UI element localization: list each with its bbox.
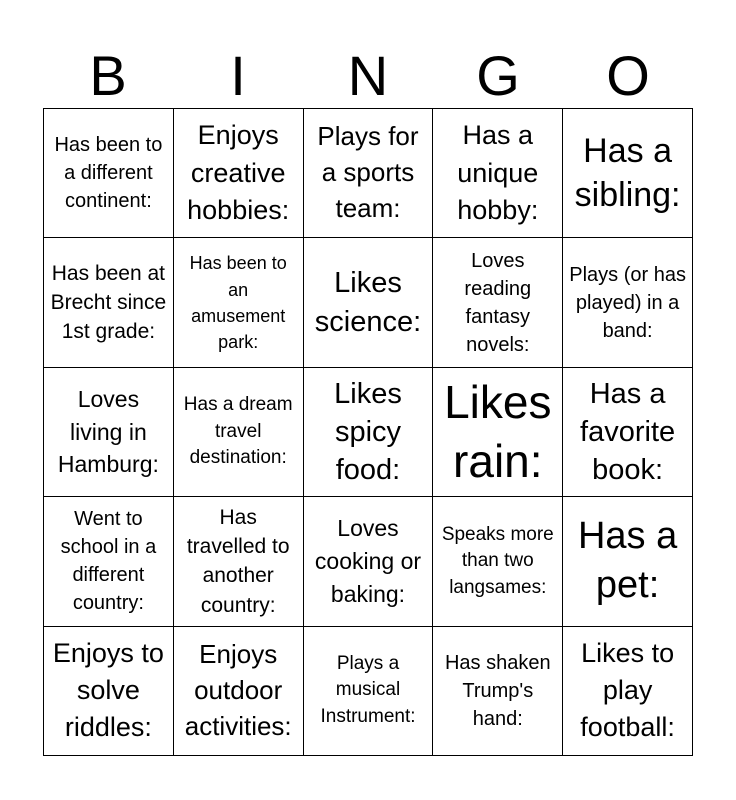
cell-text: Likes rain:	[444, 376, 552, 487]
cell-text: Went to school in a different country:	[60, 508, 157, 615]
bingo-cell[interactable]	[304, 627, 434, 756]
cell-text: Has a unique hobby:	[457, 120, 539, 225]
bingo-cell[interactable]	[44, 497, 174, 626]
cell-text: Likes to play football:	[580, 637, 675, 743]
cell-text: Has been to a different continent:	[54, 134, 163, 213]
cell-text: Enjoys creative hobbies:	[187, 120, 290, 225]
header-letter-b: B	[89, 44, 127, 107]
bingo-cell[interactable]	[44, 238, 174, 367]
bingo-cell[interactable]	[304, 497, 434, 626]
cell-text: Loves living in Hamburg:	[57, 386, 159, 478]
bingo-cell[interactable]	[44, 109, 174, 238]
cell-text: Loves reading fantasy novels:	[464, 249, 532, 356]
cell-text: Plays a musical Instrument:	[320, 652, 416, 728]
cell-text: Has a pet:	[577, 515, 678, 607]
header-letter-i: I	[230, 44, 246, 107]
bingo-cell[interactable]	[174, 238, 304, 367]
bingo-cell[interactable]	[433, 368, 563, 497]
header-letter-n: N	[347, 44, 389, 107]
bingo-cell[interactable]	[174, 368, 304, 497]
cell-text: Plays (or has played) in a band:	[569, 263, 686, 342]
header-letter-o: O	[606, 44, 650, 107]
cell-text: Speaks more than two langsames:	[441, 523, 554, 598]
cell-text: Has been to an amusement park:	[189, 253, 287, 352]
cell-text: Has a favorite book:	[580, 377, 676, 487]
cell-text: Plays for a sports team:	[317, 121, 419, 224]
bingo-cell[interactable]	[563, 627, 693, 756]
cell-text: Enjoys to solve riddles:	[52, 637, 164, 743]
bingo-board	[43, 108, 693, 756]
bingo-cell[interactable]	[563, 368, 693, 497]
bingo-header	[43, 44, 693, 108]
bingo-cell[interactable]	[304, 238, 434, 367]
cell-text: Has travelled to another country:	[186, 505, 290, 617]
bingo-cell[interactable]	[563, 238, 693, 367]
bingo-cell[interactable]	[433, 109, 563, 238]
bingo-cell[interactable]	[304, 109, 434, 238]
bingo-cell[interactable]	[174, 497, 304, 626]
bingo-cell[interactable]	[433, 497, 563, 626]
bingo-cell[interactable]	[174, 627, 304, 756]
bingo-cell[interactable]	[44, 627, 174, 756]
cell-text: Has been at Brecht since 1st grade:	[50, 261, 167, 344]
bingo-cell[interactable]	[304, 368, 434, 497]
cell-text: Loves cooking or baking:	[314, 515, 422, 607]
cell-text: Likes science:	[314, 267, 422, 338]
cell-text: Has shaken Trump's hand:	[444, 651, 551, 730]
bingo-cell[interactable]	[433, 627, 563, 756]
bingo-cell[interactable]	[174, 109, 304, 238]
bingo-cell[interactable]	[563, 497, 693, 626]
bingo-cell[interactable]	[44, 368, 174, 497]
header-letter-g: G	[476, 44, 520, 107]
bingo-cell[interactable]	[433, 238, 563, 367]
cell-text: Likes spicy food:	[334, 377, 402, 487]
bingo-cell[interactable]	[563, 109, 693, 238]
cell-text: Has a sibling:	[574, 132, 681, 215]
cell-text: Enjoys outdoor activities:	[184, 638, 292, 741]
cell-text: Has a dream travel destination:	[183, 394, 293, 469]
